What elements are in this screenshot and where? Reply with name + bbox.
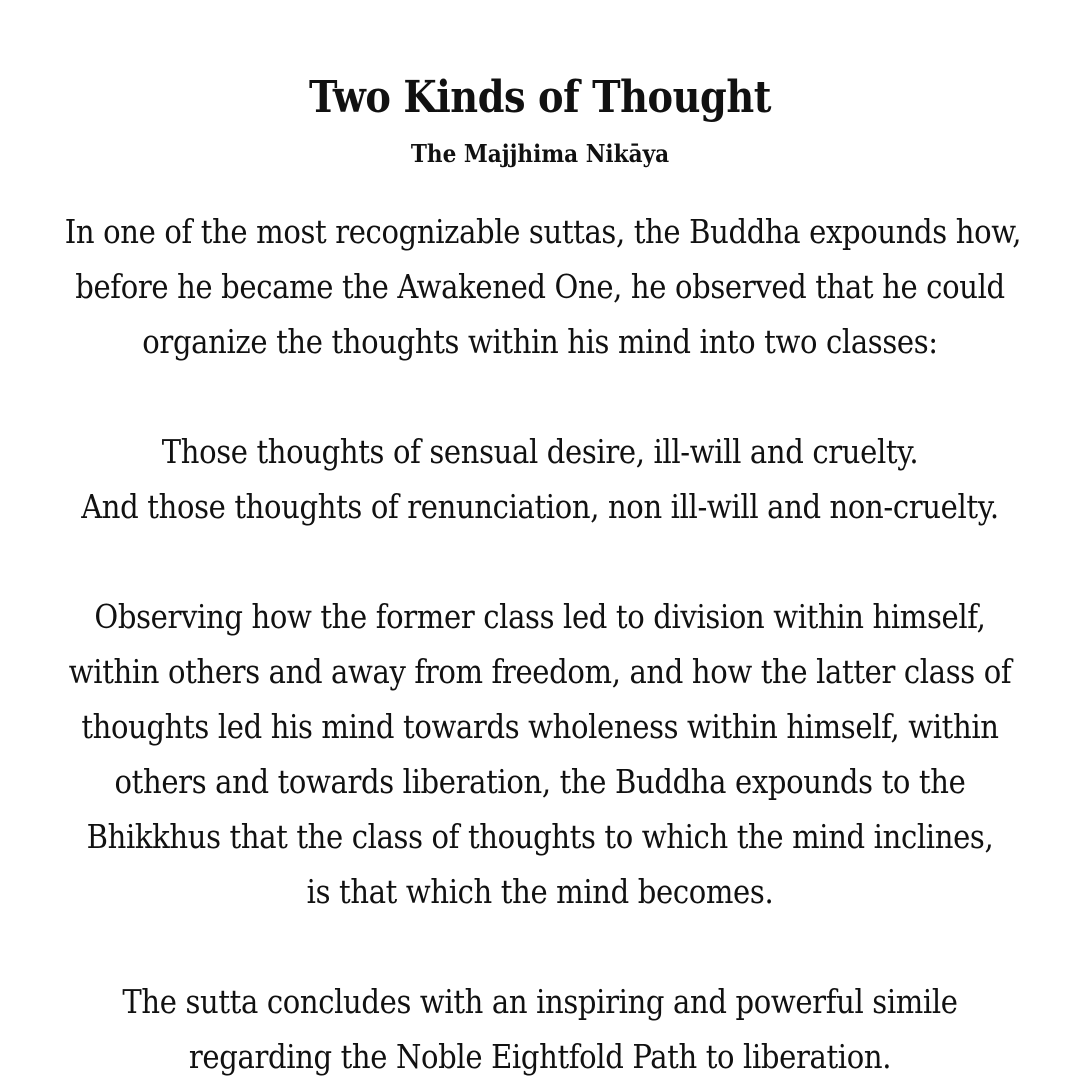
text-line: In one of the most recognizable suttas, the Buddha expounds how, bbox=[64, 212, 1022, 251]
text-line: The sutta concludes with an inspiring and powerful simile bbox=[122, 982, 958, 1021]
text-line: is that which the mind becomes. bbox=[306, 872, 774, 911]
text-line: within others and away from freedom, and how the latter class of bbox=[68, 652, 1012, 691]
text-line: Those thoughts of sensual desire, ill-will and cruelty. bbox=[161, 432, 919, 471]
text-line: before he became the Awakened One, he observed that he could bbox=[75, 267, 1005, 306]
page-subtitle: The Majjhima Nikāya bbox=[410, 139, 670, 168]
text-line: organize the thoughts within his mind into two classes: bbox=[142, 322, 938, 361]
text-line: Observing how the former class led to division within himself, bbox=[94, 597, 986, 636]
page-title: Two Kinds of Thought bbox=[309, 72, 771, 123]
text-line: others and towards liberation, the Buddha expounds to the bbox=[114, 762, 966, 801]
text-line: Bhikkhus that the class of thoughts to which the mind inclines, bbox=[86, 817, 994, 856]
text-line: thoughts led his mind towards wholeness within himself, within bbox=[81, 707, 999, 746]
text-line: And those thoughts of renunciation, non ill-will and non-cruelty. bbox=[81, 487, 999, 526]
text-line: regarding the Noble Eightfold Path to liberation. bbox=[188, 1037, 892, 1076]
